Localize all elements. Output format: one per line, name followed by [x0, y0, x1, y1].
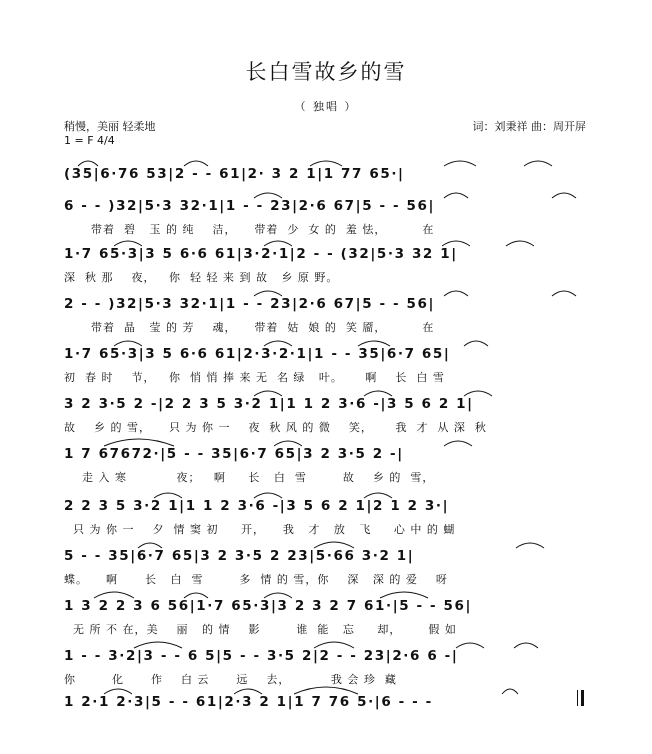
lyrics-line: 带着 碧 玉 的 纯 洁， 带着 少 女 的 羞 怯， 在: [64, 223, 435, 236]
lyrics-line: 只 为 你 一 夕 情 窦 初 开， 我 才 放 飞 心 中 的 蝴: [64, 523, 456, 536]
notation-line: 3 2 3·5 2 -|2 2 3 5 3·2 1|1 1 2 3·6 -|3 5 6 2 1|: [64, 396, 474, 412]
notation-line: 1 2·1 2·3|5 - - 61|2·3 2 1|1 7 76 5·|6 - - -: [64, 694, 433, 710]
final-barline: [577, 690, 584, 706]
notation-line: 1 3 2 2 3 6 56|1·7 65·3|3 2 3 2 7 61·|5 - - 56|: [64, 598, 473, 614]
song-credits: 词：刘秉祥 曲：周开屏: [472, 120, 586, 133]
notation-line: 1 7 67672·|5 - - 35|6·7 65|3 2 3·5 2 -|: [64, 446, 404, 462]
lyrics-line: 蝶。 啊 长 白 雪 多 情 的 雪，你 深 深 的 爱 呀: [64, 573, 448, 586]
notation-line: 6 - - )32|5·3 32·1|1 - - 23|2·6 67|5 - - 56|: [64, 198, 436, 214]
notation-line: 2 2 3 5 3·2 1|1 1 2 3·6 -|3 5 6 2 1|2 1 2 3·|: [64, 498, 450, 514]
notation-line: 2 - - )32|5·3 32·1|1 - - 23|2·6 67|5 - - 56|: [64, 296, 436, 312]
lyrics-line: 深 秋 那 夜， 你 轻 轻 来 到 故 乡 原 野。: [64, 271, 339, 284]
notation-line: (35|6·76 53|2 - - 61|2· 3 2 1|1 77 65·|: [64, 166, 405, 182]
lyrics-line: 故 乡 的 雪， 只 为 你 一 夜 秋 风 的 微 笑， 我 才 从 深 秋: [64, 421, 487, 434]
notation-line: 1 - - 3·2|3 - - 6 5|5 - - 3·5 2|2 - - 23|2·6 6 -|: [64, 648, 459, 664]
tempo-marking: 稍慢，美丽 轻柔地: [64, 120, 156, 133]
notation-line: 1·7 65·3|3 5 6·6 61|2·3·2·1|1 - - 35|6·7 65|: [64, 346, 451, 362]
song-subtitle: （ 独唱 ）: [294, 100, 358, 113]
lyrics-line: 你 化 作 白 云 远 去， 我 会 珍 藏: [64, 673, 397, 686]
notation-line: 1·7 65·3|3 5 6·6 61|3·2·1|2 - - (32|5·3 32 1|: [64, 246, 458, 262]
notation-line: 5 - - 35|6·7 65|3 2 3·5 2 23|5·66 3·2 1|: [64, 548, 415, 564]
lyrics-line: 带着 晶 莹 的 芳 魂， 带着 姑 娘 的 笑 靥， 在: [64, 321, 435, 334]
lyrics-line: 初 春 时 节， 你 悄 悄 捧 来 无 名 绿 叶。 啊 长 白 雪: [64, 371, 445, 384]
key-signature: 1 = F 4/4: [64, 134, 115, 147]
lyrics-line: 无 所 不 在，美 丽 的 情 影 谁 能 忘 却， 假 如: [64, 623, 457, 636]
song-title: 长白雪故乡的雪: [245, 60, 407, 84]
lyrics-line: 走 入 寒 夜； 啊 长 白 雪 故 乡 的 雪，: [64, 471, 435, 484]
